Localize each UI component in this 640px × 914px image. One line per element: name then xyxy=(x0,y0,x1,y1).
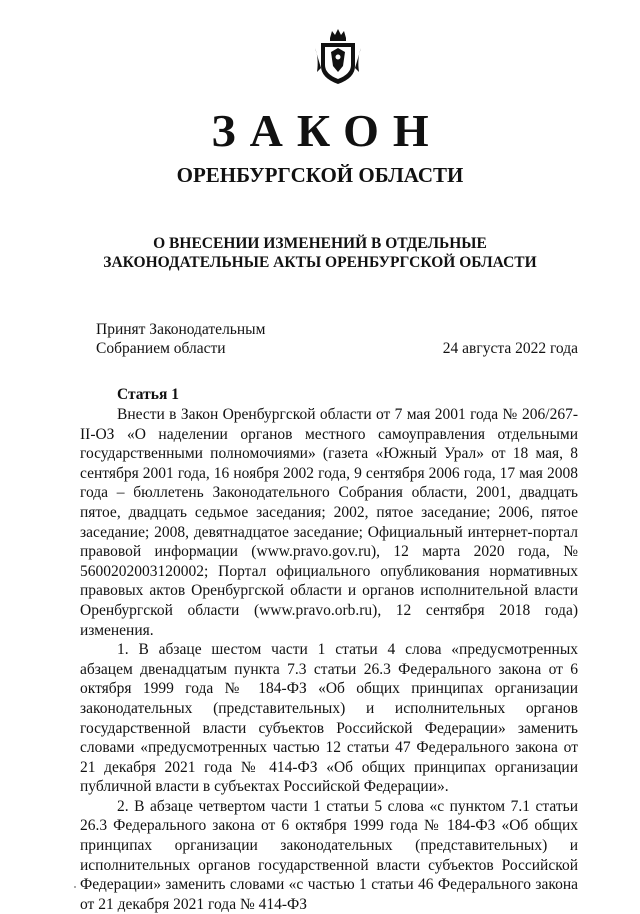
adoption-date: 24 августа 2022 года xyxy=(442,340,578,357)
document-title: ЗАКОН xyxy=(211,105,443,156)
law-subject-line: О ВНЕСЕНИИ ИЗМЕНЕНИЙ В ОТДЕЛЬНЫЕ xyxy=(153,235,487,252)
region-title: ОРЕНБУРГСКОЙ ОБЛАСТИ xyxy=(176,163,464,187)
scan-speck xyxy=(74,886,76,888)
article-title: Статья 1 xyxy=(117,386,179,403)
coat-of-arms-icon xyxy=(313,28,363,86)
law-subject xyxy=(0,234,640,272)
article-paragraph: 2. В абзаце четвертом части 1 статьи 5 слова «с пунктом 7.1 статьи 26.3 Федерального закона от 6 октября 1999 года № 184-ФЗ «Об общих принципах организации законодательных (представительных) и исполнительных органов государственной власти субъектов Российской Федерации» заменить словами «с частью 1 статьи 46 Федерального закона от 21 декабря 2021 года № 414-ФЗ xyxy=(80,797,578,913)
article-body xyxy=(80,405,578,914)
adoption-line: Принят Законодательным xyxy=(96,321,266,338)
adoption-note xyxy=(96,320,265,358)
law-subject-line: ЗАКОНОДАТЕЛЬНЫЕ АКТЫ ОРЕНБУРГСКОЙ ОБЛАСТИ xyxy=(103,254,537,271)
adoption-line: Собранием области xyxy=(96,340,226,357)
article-paragraph: 1. В абзаце шестом части 1 статьи 4 слова «предусмотренных абзацем двенадцатым пункта 7.3 статьи 26.3 Федерального закона от 6 октября 1999 года № 184-ФЗ «Об общих принципах организации законодательных (представительных) и исполнительных органов государственной власти субъектов Российской Федерации» заменить словами «предусмотренных частью 12 статьи 47 Федерального закона от 21 декабря 2021 года № 414-ФЗ «Об общих принципах организации публичной власти в субъектах Российской Федерации». xyxy=(80,641,578,796)
article-paragraph: Внести в Закон Оренбургской области от 7 мая 2001 года № 206/267-II-ОЗ «О наделении органов местного самоуправления отдельными государственными полномочиями» (газета «Южный Урал» от 18 мая, 8 сентября 2001 года, 16 ноября 2002 года, 9 сентября 2006 года, 17 мая 2008 года – бюллетень Законодательного Собрания области, 2001, двадцать пятое, двадцать седьмое заседания; 2002, пятое заседание; 2006, пятое заседание; 2008, девятнадцатое заседание; Официальный интернет-портал правовой информации (www.pravo.gov.ru), 12 марта 2020 года, № 5600202003120002; Портал официального опубликования нормативных правовых актов Оренбургской области и органов исполнительной власти Оренбургской области (www.pravo.orb.ru), 12 сентября 2018 года) изменения. xyxy=(80,406,578,639)
